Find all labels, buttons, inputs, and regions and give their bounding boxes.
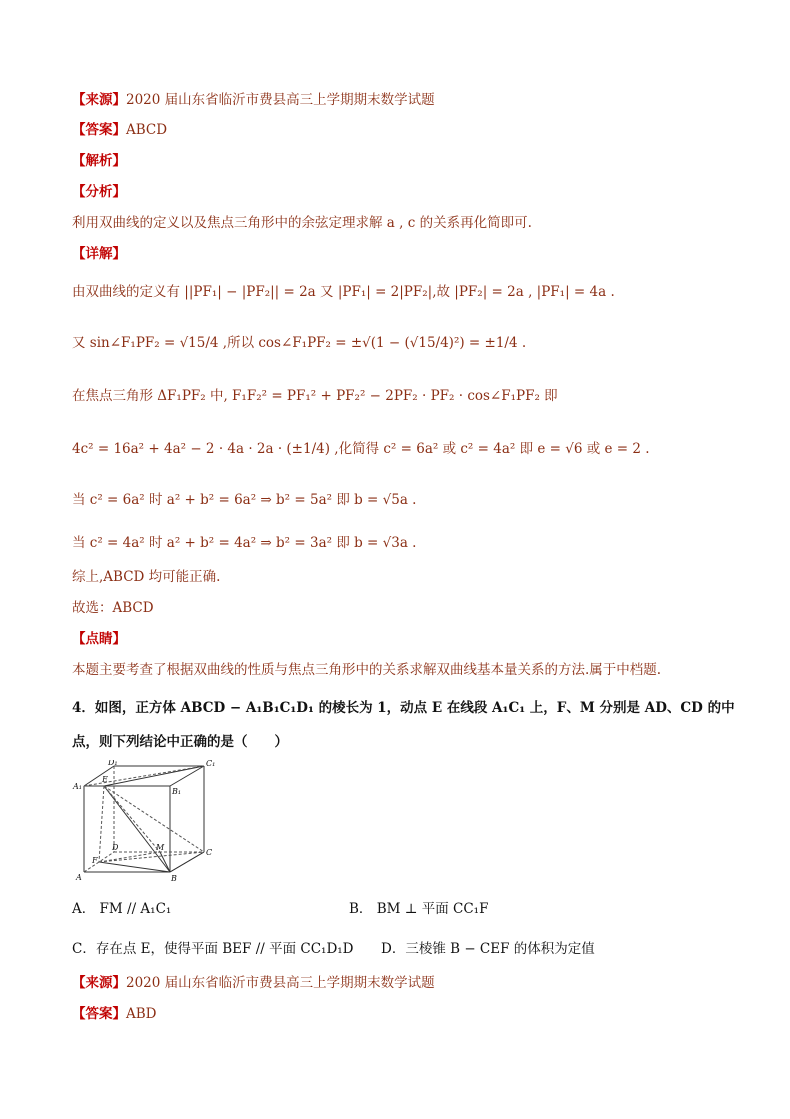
detail-line-3: 在焦点三角形 ΔF₁PF₂ 中, F₁F₂² = PF₁² + PF₂² − 2PF₂ · PF₂ · cos∠F₁PF₂ 即 — [72, 388, 558, 404]
dianjing-tag: 【点睛】 — [72, 631, 126, 647]
cube-figure — [72, 760, 222, 885]
label-A1: A₁ — [73, 782, 82, 791]
label-B1: B₁ — [172, 787, 182, 796]
answer-line — [72, 121, 167, 139]
detail-line-1: 由双曲线的定义有 ||PF₁| − |PF₂|| = 2a 又 |PF₁| = 2|PF₂|,故 |PF₂| = 2a , |PF₁| = 4a . — [72, 284, 615, 300]
q4-answer-text: ABD — [126, 1006, 157, 1022]
segment-FB — [99, 862, 170, 872]
label-B: B — [171, 874, 177, 883]
segment-EF — [99, 786, 104, 862]
label-A: A — [76, 873, 82, 882]
label-E: E — [102, 775, 108, 784]
q4-stem-line-1: 4．如图，正方体 ABCD − A₁B₁C₁D₁ 的棱长为 1，动点 E 在线段 A₁C₁ 上，F、M 分别是 AD、CD 的中 — [72, 700, 735, 716]
segment-MB — [160, 852, 170, 872]
analysis-tag: 【解析】 — [72, 153, 126, 169]
segment-FC — [99, 852, 204, 862]
detail-line-8: 故选：ABCD — [72, 600, 154, 616]
source-tag: 【来源】 — [72, 92, 126, 108]
label-D: D — [112, 843, 119, 852]
q4-answer-line — [72, 1005, 157, 1023]
detail-line-5: 当 c² = 6a² 时 a² + b² = 6a² ⇒ b² = 5a² 即 b = √5a . — [72, 492, 417, 508]
detail-line-2: 又 sin∠F₁PF₂ = √15/4 ,所以 cos∠F₁PF₂ = ±√(1 − (√15/4)²) = ±1/4 . — [72, 335, 527, 351]
q4-answer-tag: 【答案】 — [72, 1006, 126, 1022]
detail-tag: 【详解】 — [72, 246, 126, 262]
q4-source-line — [72, 974, 435, 992]
q4-source-text: 2020 届山东省临沂市费县高三上学期期末数学试题 — [126, 975, 435, 991]
option-d: D．三棱锥 B − CEF 的体积为定值 — [381, 941, 595, 957]
label-F: F — [92, 856, 98, 865]
detail-line-6: 当 c² = 4a² 时 a² + b² = 4a² ⇒ b² = 3a² 即 b = √3a . — [72, 535, 417, 551]
label-C1: C₁ — [206, 760, 216, 768]
option-b: B． BM ⊥ 平面 CC₁F — [349, 901, 489, 917]
fenxi-tag: 【分析】 — [72, 184, 126, 200]
label-D1: D₁ — [108, 760, 118, 767]
source-text: 2020 届山东省临沂市费县高三上学期期末数学试题 — [126, 92, 435, 108]
segment-EC — [104, 786, 204, 852]
detail-line-7: 综上,ABCD 均可能正确. — [72, 569, 221, 585]
answer-text: ABCD — [126, 122, 168, 138]
source-line — [72, 91, 435, 109]
detail-line-4: 4c² = 16a² + 4a² − 2 · 4a · 2a · (±1/4) ,化简得 c² = 6a² 或 c² = 4a² 即 e = √6 或 e = 2 . — [72, 441, 650, 457]
answer-tag: 【答案】 — [72, 122, 126, 138]
option-a: A． FM // A₁C₁ — [72, 901, 172, 917]
fenxi-text: 利用双曲线的定义以及焦点三角形中的余弦定理求解 a , c 的关系再化简即可. — [72, 215, 532, 231]
dianjing-text: 本题主要考查了根据双曲线的性质与焦点三角形中的关系求解双曲线基本量关系的方法.属于中档题. — [72, 662, 662, 678]
option-c: C．存在点 E，使得平面 BEF // 平面 CC₁D₁D — [72, 941, 354, 957]
label-M: M — [156, 843, 165, 852]
q4-stem-line-2: 点，则下列结论中正确的是（ ） — [72, 734, 288, 750]
q4-source-tag: 【来源】 — [72, 975, 126, 991]
label-C: C — [206, 848, 213, 857]
